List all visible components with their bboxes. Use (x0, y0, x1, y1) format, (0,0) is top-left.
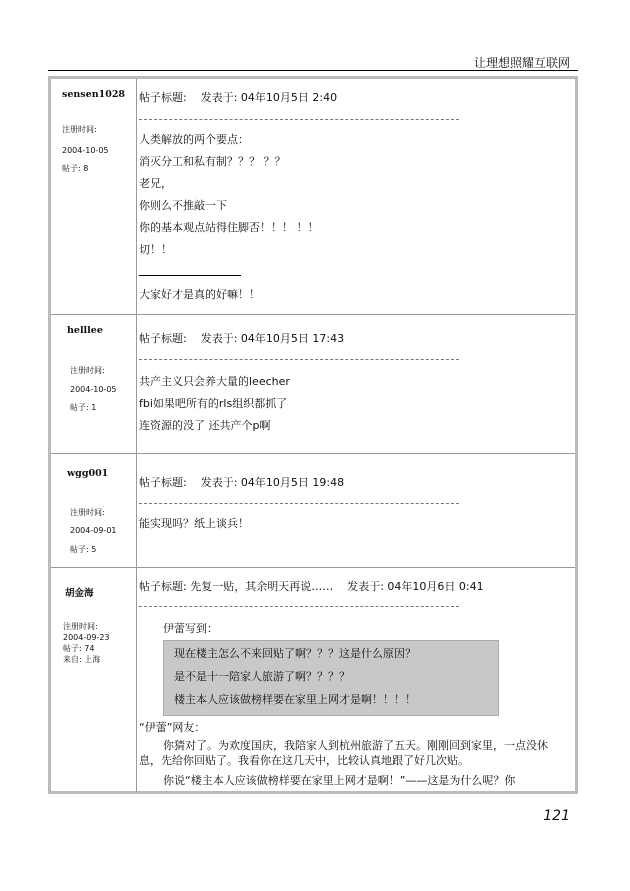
reply-paragraph: 你猜对了。为欢度国庆，我陪家人到杭州旅游了五天。刚刚回到家里，一点没休息，先给你回贴了。我看你在这几天中，比较认真地跟了好几次贴。 (139, 739, 548, 767)
post-body (139, 454, 571, 568)
post-title: 帖子标题: 先复一贴，其余明天再说…… 发表于: 04年10月6日 0:41 (139, 580, 484, 593)
user-info-panel (51, 568, 137, 792)
post-line: 切！！ (139, 243, 172, 256)
register-date: 2004-09-01 (70, 526, 117, 535)
page-number: 121 (543, 808, 570, 824)
forum-post (51, 79, 575, 314)
header-rule (48, 70, 578, 71)
register-date: 2004-09-23 (63, 633, 110, 642)
location: 来自: 上海 (63, 655, 101, 664)
post-count: 帖子: 74 (63, 644, 95, 653)
quote-line: 是不是十一陪家人旅游了啊？？？？ (174, 670, 350, 683)
user-info-panel (51, 79, 137, 314)
post-count: 帖子: 1 (70, 403, 97, 412)
username[interactable]: 胡金海 (65, 588, 94, 599)
post-body (139, 568, 571, 792)
post-line: 你则么不推敲一下 (139, 199, 227, 212)
quote-block (163, 640, 499, 716)
username[interactable]: helllee (67, 325, 103, 336)
user-info-panel (51, 454, 137, 568)
reply-greeting: “伊蕾”网友： (139, 721, 206, 734)
post-line: 人类解放的两个要点： (139, 133, 249, 146)
forum-thread (48, 76, 578, 794)
post-line: 消灭分工和私有制？？？ ？？ (139, 155, 286, 168)
post-line: 连资源的没了 还共产个p啊 (139, 419, 271, 432)
divider (139, 503, 459, 504)
post-body (139, 79, 571, 314)
forum-post (51, 567, 575, 792)
divider (139, 359, 459, 360)
post-title: 帖子标题: 发表于: 04年10月5日 19:48 (139, 476, 345, 489)
register-date: 2004-10-05 (62, 146, 109, 155)
forum-post (51, 453, 575, 568)
reply-paragraph: 你说“楼主本人应该做榜样要在家里上网才是啊！”——这是为什么呢？你 (163, 774, 516, 787)
quote-header: 伊蕾写到： (163, 622, 218, 635)
post-count: 帖子: 5 (70, 545, 97, 554)
signature: 大家好才是真的好嘛！！ (139, 288, 260, 301)
register-label: 注册时间: (70, 366, 105, 375)
signature-rule (139, 275, 241, 276)
forum-post (51, 314, 575, 454)
user-info-panel (51, 315, 137, 454)
post-line: 能实现吗？纸上谈兵！ (139, 517, 249, 530)
divider (139, 606, 459, 607)
quote-line: 楼主本人应该做榜样要在家里上网才是啊！！！！ (174, 693, 416, 706)
register-label: 注册时间: (62, 125, 97, 134)
running-head: 让理想照耀互联网 (473, 56, 570, 70)
username[interactable]: wgg001 (67, 468, 109, 479)
post-body (139, 315, 571, 454)
quote-line: 现在楼主怎么不来回贴了啊？？？这是什么原因？ (174, 647, 416, 660)
post-count: 帖子: 8 (62, 164, 89, 173)
register-label: 注册时间: (63, 622, 98, 631)
register-date: 2004-10-05 (70, 385, 117, 394)
divider (139, 119, 459, 120)
post-title: 帖子标题: 发表于: 04年10月5日 17:43 (139, 332, 345, 345)
post-line: 老兄， (139, 177, 172, 190)
post-line: 共产主义只会养大量的leecher (139, 375, 290, 388)
register-label: 注册时间: (70, 508, 105, 517)
post-line: 你的基本观点站得住脚否！！！ ！！ (139, 221, 319, 234)
post-line: fbi如果吧所有的rls组织都抓了 (139, 397, 288, 410)
username[interactable]: sensen1028 (62, 89, 126, 100)
post-title: 帖子标题: 发表于: 04年10月5日 2:40 (139, 91, 338, 104)
